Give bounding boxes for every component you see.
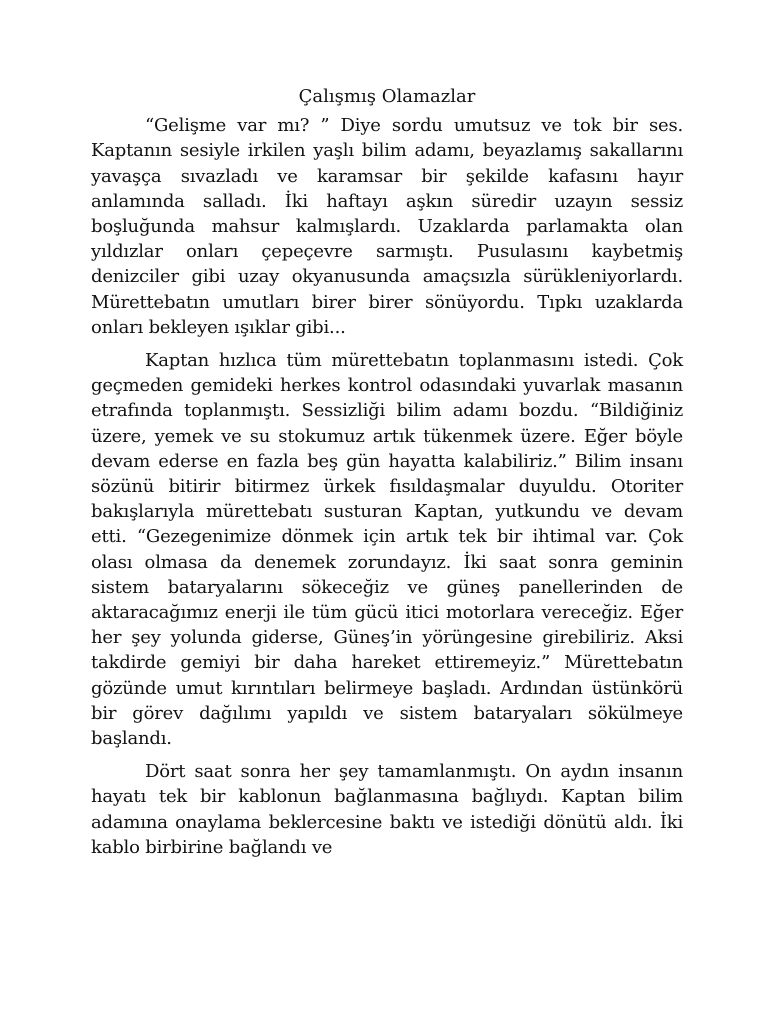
document-title: Çalışmış Olamazlar [298,86,476,107]
paragraph-3: Dört saat sonra her şey tamamlanmıştı. On aydın insanın hayatı tek bir kablonun bağlanmasına bağlıydı. Kaptan bilim adamına onaylama beklercesine baktı ve istediği dönütü aldı. İki kablo birbirine bağlandı ve [91,761,683,858]
paragraph-2: Kaptan hızlıca tüm mürettebatın toplanmasını istedi. Çok geçmeden gemideki herkes kontrol odasındaki yuvarlak masanın etrafında toplanmıştı. Sessizliği bilim adamı bozdu. “Bildiğiniz üzere, yemek ve su stokumuz artık tükenmek üzere. Eğer böyle devam ederse en fazla beş gün hayatta kalabiliriz.” Bilim insanı sözünü bitirir bitirmez ürkek fısıldaşmalar duyuldu. Otoriter bakışlarıyla mürettebatı susturan Kaptan, yutkundu ve devam etti. “Gezegenimize dönmek için artık tek bir ihtimal var. Çok olası olmasa da denemek zorundayız. İki saat sonra geminin sistem bataryalarını sökeceğiz ve güneş panellerinden de aktaracağımız enerji ile tüm gücü itici motorlara vereceğiz. Eğer her şey yolunda giderse, Güneş’in yörüngesine girebiliriz. Aksi takdirde gemiyi bir daha hareket ettiremeyiz.” Mürettebatın gözünde umut kırıntıları belirmeye başladı. Ardından üstünkörü bir görev dağılımı yapıldı ve sistem bataryaları sökülmeye başlandı. [91,350,683,750]
document-body [91,84,683,868]
paragraph-1: “Gelişme var mı? ” Diye sordu umutsuz ve tok bir ses. Kaptanın sesiyle irkilen yaşlı bilim adamı, beyazlamış sakallarını yavaşça sıvazladı ve karamsar bir şekilde kafasını hayır anlamında salladı. İki haftayı aşkın süredir uzayın sessiz boşluğunda mahsur kalmışlardı. Uzaklarda parlamakta olan yıldızlar onları çepeçevre sarmıştı. Pusulasını kaybetmiş denizciler gibi uzay okyanusunda amaçsızla sürükleniyorlardı. Mürettebatın umutları birer birer sönüyordu. Tıpkı uzaklarda onları bekleyen ışıklar gibi... [91,115,683,338]
